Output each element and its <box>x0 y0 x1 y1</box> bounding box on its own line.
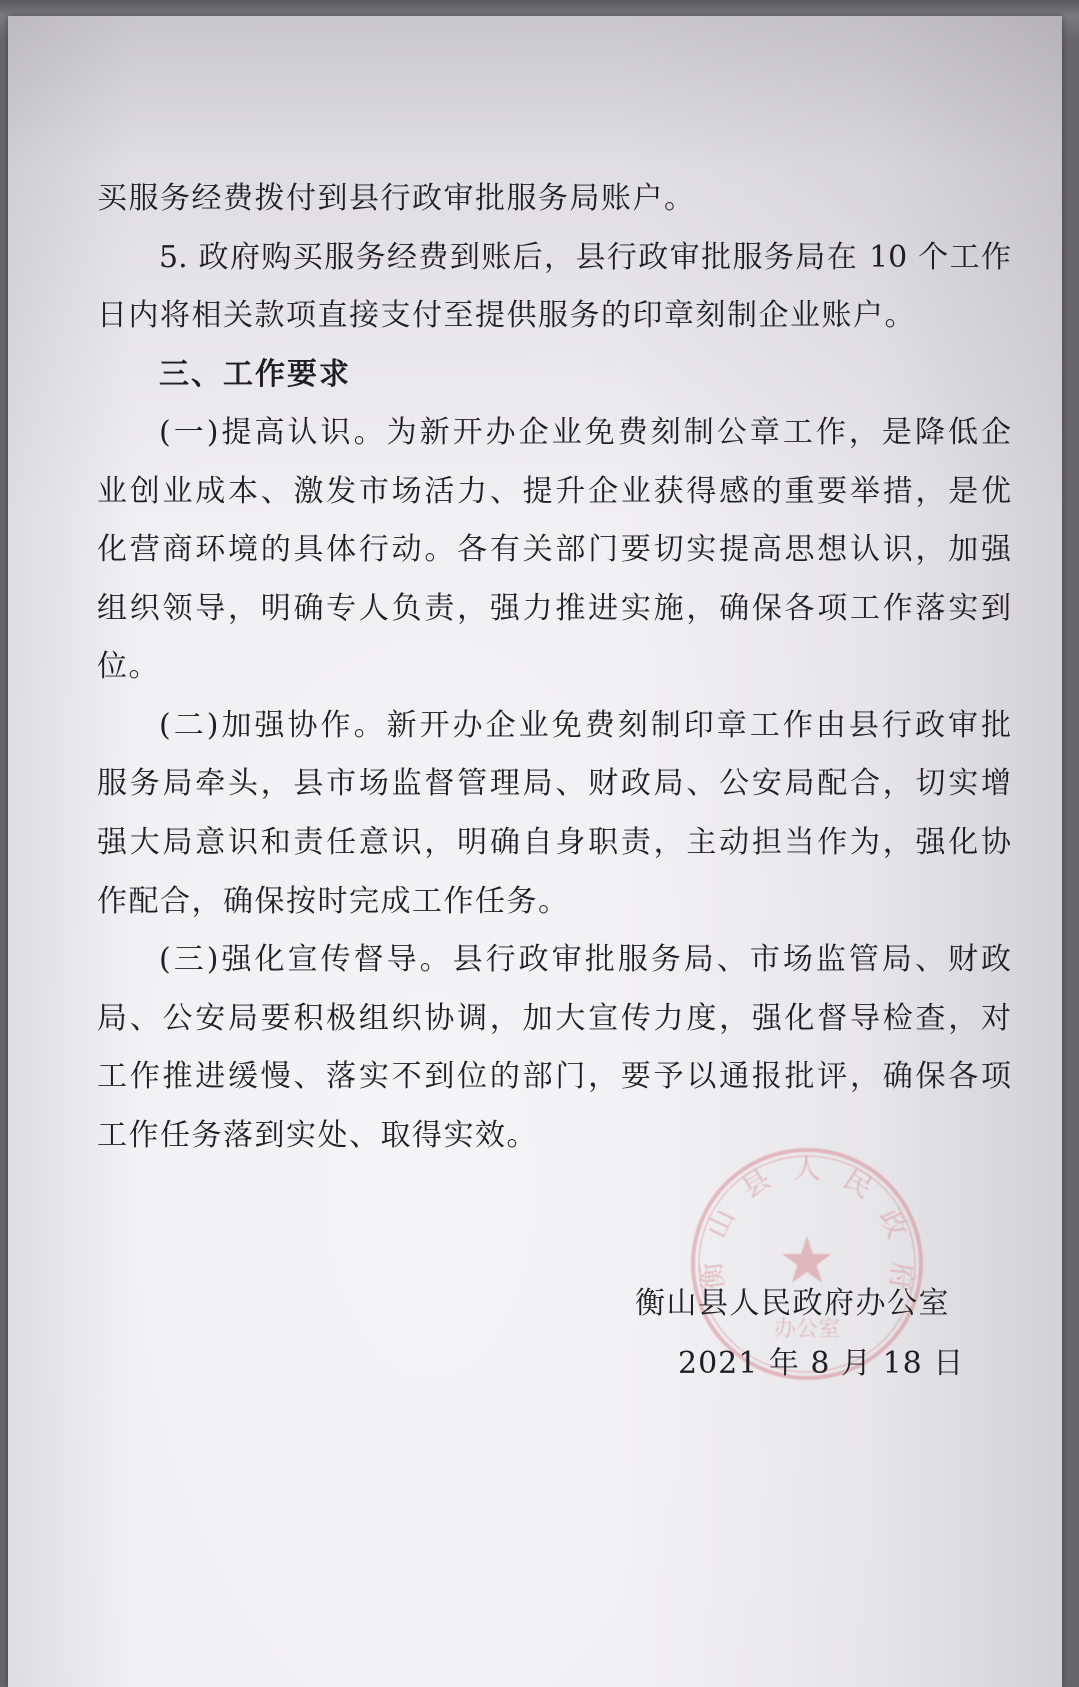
section-heading: 三、工作要求 <box>159 356 351 392</box>
paragraph-line: (二)加强协作。新开办企业免费刻制印章工作由县行政审批 <box>159 707 1011 743</box>
paragraph-line: (三)强化宣传督导。县行政审批服务局、市场监管局、财政 <box>159 942 1011 978</box>
paragraph-line: 业创业成本、激发市场活力、提升企业获得感的重要举措，是优 <box>97 473 1011 509</box>
paragraph-line: 工作推进缓慢、落实不到位的部门，要予以通报批评，确保各项 <box>97 1059 1011 1095</box>
paragraph-line: 局、公安局要积极组织协调，加大宣传力度，强化督导检查，对 <box>97 1000 1011 1036</box>
subsection-1 <box>97 404 1011 697</box>
paragraph-line: 作配合，确保按时完成工作任务。 <box>97 883 570 919</box>
document-body <box>97 170 1011 1165</box>
item-5-last-line: 日内将相关款项直接支付至提供服务的印章刻制企业账户。 <box>97 298 916 334</box>
seal-arc-text-path: 衡山县人民政府 <box>694 1151 920 1293</box>
signature-issuer: 衡山县人民政府办公室 <box>635 1286 950 1321</box>
paragraph-line: 服务局牵头，县市场监督管理局、财政局、公安局配合，切实增 <box>97 766 1011 802</box>
subsection-2 <box>97 697 1011 931</box>
paragraph-line: 强大局意识和责任意识，明确自身职责，主动担当作为，强化协 <box>97 825 1011 861</box>
paragraph-line: 组织领导，明确专人负责，强力推进实施，确保各项工作落实到 <box>97 590 1011 626</box>
seal-center-text: 办公室 <box>773 1317 841 1342</box>
paragraph-line: (一)提高认识。为新开办企业免费刻制公章工作，是降低企 <box>159 415 1011 451</box>
paragraph-line: 位。 <box>97 649 160 685</box>
item-5-continuation-line: 买服务经费拨付到县行政审批服务局账户。 <box>97 181 696 216</box>
item-5-first-line: 5. 政府购买服务经费到账后，县行政审批服务局在 10 个工作 <box>159 239 1011 275</box>
signature-date: 2021 年 8 月 18 日 <box>678 1346 965 1381</box>
paragraph-line: 工作任务落到实处、取得实效。 <box>97 1117 538 1153</box>
item-5 <box>97 170 1011 346</box>
paragraph-line: 化营商环境的具体行动。各有关部门要切实提高思想认识，加强 <box>97 532 1011 568</box>
subsection-3 <box>97 931 1011 1165</box>
